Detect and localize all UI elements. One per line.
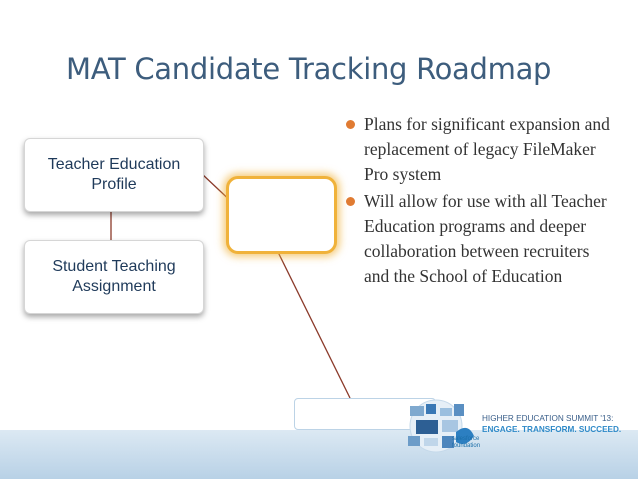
summit-collage-icon bbox=[396, 392, 482, 462]
summit-line-1: HIGHER EDUCATION SUMMIT '13: bbox=[482, 414, 614, 423]
bullet-text: Will allow for use with all Teacher Education programs and deeper collaboration between recruiters and the School of Education bbox=[364, 191, 607, 286]
summit-tagline bbox=[482, 413, 632, 435]
student-box-line-1: Student Teaching bbox=[52, 258, 176, 275]
bullet-text: Plans for significant expansion and replacement of legacy FileMaker Pro system bbox=[364, 114, 610, 184]
student-box-line-2: Assignment bbox=[72, 278, 156, 295]
highlighted-center-box bbox=[226, 176, 337, 254]
footer-band bbox=[0, 430, 638, 479]
bullet-dot-icon bbox=[346, 120, 355, 129]
summit-line-2: ENGAGE. TRANSFORM. SUCCEED. bbox=[482, 425, 622, 434]
bullet-item bbox=[346, 112, 616, 187]
bullet-dot-icon bbox=[346, 197, 355, 206]
bullet-list bbox=[346, 112, 616, 291]
logo-sub: foundation bbox=[452, 443, 481, 449]
profile-box-line-1: Teacher Education bbox=[47, 156, 181, 173]
slide-title: MAT Candidate Tracking Roadmap bbox=[66, 52, 552, 86]
teacher-education-profile-box bbox=[24, 138, 204, 212]
profile-box-line-2: Profile bbox=[91, 176, 137, 193]
bullet-item bbox=[346, 189, 616, 289]
student-teaching-assignment-box bbox=[24, 240, 204, 314]
salesforce-foundation-logo bbox=[452, 436, 480, 450]
connector-center-bottom bbox=[276, 248, 350, 398]
logo-brand: salesforce bbox=[452, 436, 480, 442]
